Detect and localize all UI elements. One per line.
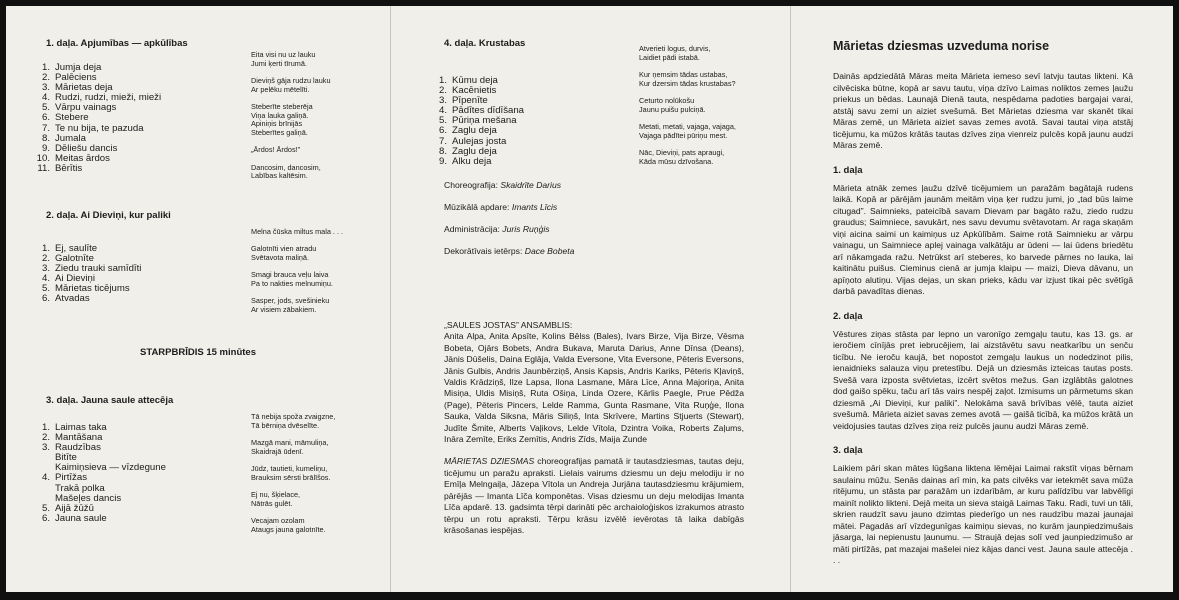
verse-line: Laidiet pādi istabā. <box>639 52 700 62</box>
program-sheet <box>6 6 1173 592</box>
verse-line: Nātrās gulēt. <box>251 498 293 508</box>
list-item: 5. Aijā žūžū <box>41 502 94 514</box>
list-item: 5. Pūriņa mešana <box>438 115 517 127</box>
list-item: 1. Jumja deja <box>41 62 102 73</box>
credit-line: Administrācija: Juris Ruņģis <box>444 224 550 234</box>
verse-line: Jumi ķerti tīrumā. <box>251 58 307 68</box>
list-item: 3. Mārietas deja <box>41 82 113 94</box>
verse-line: Dancosim, dancosim, <box>251 162 321 172</box>
section-heading: 1. daļa. Apjumības — apkūlības <box>46 38 188 49</box>
verse-column <box>251 413 335 534</box>
section-heading: 2. daļa. Ai Dieviņi, kur paliki <box>46 210 171 221</box>
list-item: 8. Jumala <box>41 132 86 144</box>
list-item: 1. Ej, saulīte <box>41 243 98 254</box>
list-item: 4. Pirtīžas <box>41 472 87 484</box>
verse-line: Skaidrajā ūdenī. <box>251 446 304 456</box>
verse-line: Ej nu, šķielace, <box>251 490 301 499</box>
list-item: 1. Kūmu deja <box>438 75 498 86</box>
program-panel-right <box>791 6 1173 592</box>
credit-line: Choreografija: Skaidrīte Darius <box>444 180 562 190</box>
verse-line: Steberīte steberēja <box>251 102 313 111</box>
verse-line: „Ārdos! Ārdos!” <box>251 145 301 155</box>
verse-line: Kur dzersim tādas krustabas? <box>639 78 736 88</box>
list-item: 4. Rudzi, rudzi, mieži, mieži <box>41 92 162 104</box>
list-item: 2. Palēciens <box>41 72 97 84</box>
story-column <box>833 71 1133 567</box>
list-item: 5. Vārpu vainags <box>41 102 117 114</box>
verse-line: Atverieti logus, durvis, <box>639 44 711 53</box>
dance-list <box>36 244 141 305</box>
section-heading: 3. daļa <box>833 445 863 456</box>
program-panel-middle <box>391 6 790 592</box>
list-item: Bitīte <box>55 452 77 464</box>
verse-line: Apiniņis brīnijās <box>251 119 303 129</box>
verse-line: Sasper, jods, svešinieku <box>251 296 330 306</box>
verse-line: Vajaga pādītei pūriņu mest. <box>639 130 728 140</box>
verse-line: Melna čūska miltus mala . . . <box>251 227 344 236</box>
list-item: 6. Zaglu deja <box>438 125 497 137</box>
list-item: 10. Meitas ārdos <box>36 152 110 164</box>
verse-line: Jaunu puišu pulciņā. <box>639 104 706 114</box>
ensemble-members: Anita Alpa, Anita Apsīte, Kolins Bēlss (Bales), Ivars Birze, Vija Birze, Vēsma Bobeta, Ojārs Bobets, Andra Bukava, Maruta Darius, Anne Dīnsa (Deans), Jānis Dūšelis, Daina Eglāja, Valda Eversone, Vita Eversone, Pēteris Eversons, Jānis Gulbis, Andris Jaunbērziņš, Ansis Kapsis, Andris Kariks, Pēteris Kļaviņš, Valdis Krādziņš, Ilze Lapsa, Ilona Lasmane, Māra Līce, Anna Majoriņa, Anita Misiņa, Uldis Misiņš, Ruta Ošiņa, Linda Ozere, Kārlis Paegle, Prue Pēdža (Page), Pēteris Pincers, Lelde Ramma, Gunta Rasmane, Vita Ruņģe, Ilona Sauka, Valda Siksna, Māris Siliņš, Inta Skrīvere, Martins Stjuerts (Stewart), Judīte Šmite, Alberts Vaļikovs, Lelde Vītola, Dzintra Voika, Roberts Zaļums, Ināra Zemīte, Eriks Zemītis, Andris Zīds, Maija Zunde <box>444 331 744 445</box>
verse-line: Pa to nakties melnumiņu. <box>251 279 333 288</box>
verse-line: Eita visi nu uz lauku <box>251 50 316 59</box>
list-item: 11. Bērītis <box>37 162 83 174</box>
list-item: Kaimiņsieva — vīzdegune <box>55 462 166 474</box>
verse-line: Steberītes galiņā. <box>251 128 308 138</box>
verse-line: Ceturto nolūkošu <box>639 96 695 105</box>
list-item: 4. Pādītes dīdīšana <box>438 105 525 117</box>
list-item: Trakā polka <box>55 482 105 494</box>
list-item: 9. Dēliešu dancis <box>41 142 118 154</box>
page-title: Mārietas dziesmas uzveduma norise <box>833 39 1050 53</box>
intro-paragraph: Dainās apdziedātā Māras meita Mārieta iemeso sevī latvju tautas likteni. Kā cilvēciska būtne, kopā ar savu tautu, viņa dzīvo Laimas noliktos zemes ļaužu priekus un bēdas. Launajā Dienā tauta, nespēdama padoties bargajai varai, atstāj savu zemi un aiziet svešumā. Bet Mārietas dziesma var skanēt tikai Māras zemē, un Mārieta aiziet savas zemes avotā. Savai tautai viņa atstāj ticējumu, ka mūžos krātās tautas dzīves ziņa vienreiz pulcēs kopā jaunu audzi Māras zemē. <box>833 71 1133 150</box>
list-item: 7. Aulejas josta <box>438 135 507 147</box>
intermission-label: STARPBRĪDIS 15 minūtes <box>140 347 256 358</box>
verse-line: Metati, metati, vajaga, vajaga, <box>639 122 736 131</box>
verse-line: Kāda mūsu dzīvošana. <box>639 156 714 166</box>
verse-line: Galotnīti vien atradu <box>251 244 317 254</box>
verse-column <box>639 45 736 166</box>
list-item: 4. Ai Dieviņi <box>41 273 95 285</box>
list-item: 7. Te nu bija, te pazuda <box>41 122 144 134</box>
list-item: 3. Ziedu trauki samīdīti <box>41 263 142 275</box>
list-item: 3. Pīpenīte <box>438 95 488 107</box>
list-item: 2. Kacēnietis <box>438 85 497 97</box>
verse-line: Tā nebija spoža zvaigzne, <box>251 412 336 421</box>
section-heading: 1. daļa <box>833 164 863 176</box>
credit-line: Mūzikālā apdare: Imants Līcis <box>444 202 558 212</box>
list-item: 8. Zaglu deja <box>438 145 497 157</box>
verse-line: Brauksim sērsti brālīšos. <box>251 472 331 482</box>
ensemble-note: MĀRIETAS DZIESMAS choreografijas pamatā ir tautasdziesmas, tautas deju, ticējumu un paražu apraksti. Lielais vairums dziesmu un deju melodiju ir no Emīļa Melngaiļa, Jāzepa Vītola un Andreja Jurjāna tautasdziesmu krājumiem, pārējās — Imanta Līča komponētas. Visas dziesmu un deju melodijas Imanta Līča apdarē. 13. gadsimta tērpi darināti pēc archaioloģiskos izrakumos atrasto tērpu un rotu apraksti. Tērpu krāsu izvēlē ievērotas tā laika dabīgās krāsošanas iespējas. <box>444 456 745 535</box>
list-item: 9. Alku deja <box>438 155 492 167</box>
verse-line: Ar pelēku mētelīti. <box>251 84 310 94</box>
verse-line: Kur ņemsim tādas ustabas, <box>639 70 728 79</box>
dance-list <box>36 63 161 174</box>
list-item: 2. Galotnīte <box>41 253 94 265</box>
program-panel-left <box>6 6 390 592</box>
ensemble-title: „SAULES JOSTAS” ANSAMBLIS: <box>444 320 573 330</box>
list-item: 2. Mantāšana <box>41 432 103 444</box>
dance-list <box>36 423 166 524</box>
verse-line: Smagi brauca veļu laiva <box>251 270 329 280</box>
section-heading: 2. daļa <box>833 310 863 322</box>
verse-line: Ataugs jauna galotnīte. <box>251 524 326 534</box>
verse-line: Vecajam ozolam <box>251 516 305 525</box>
dance-list <box>433 76 524 167</box>
verse-line: Viņa lauka galiņā. <box>251 110 309 120</box>
verse-line: Tā bērniņa dvēselīte. <box>251 420 320 430</box>
section-paragraph: Laikiem pāri skan mātes lūgšana liktenа lēmējai Laimai rakstīt viņas bērnam saulainu mūžu. Senās dainas arī min, ka pats cilvēks var ietekmēt sava mūža ritējumu, un stāsta par paražām un izdarībām, ar kuru palīdzību var labvēlīgi mainīt nolikto likteni. Dejā meita un sieva staigā Laimas Taku. Radi, tuvi un tāli, skrien raudzīt savu jauno dzimtas piederīgo un nes raudzību mazai jaunajai mātei. Pagadās arī vīzdegunīgas kaimiņu sievas, no kurām jaunpiedzimušais jāsarga, lai nepienustu ļaunumu. — Straujā dejas solī ved jaunpiedzimušo ar māti pirtīžās, pat mazajai mašelei niez kājas danci vest. Jauna saule attecēja . . . <box>833 463 1133 565</box>
credit-line: Dekorātīvais ietērps: Dace Bobeta <box>444 246 575 256</box>
list-item: 6. Stebere <box>41 112 89 124</box>
section-paragraph: Vēstures ziņas stāsta par lepno un varonīgo zemgaļu tautu, kas 13. gs. ar ieročiem cīnījās pret iebrucējiem, lai aizstāvētu savu neatkarību un senču ticību. Ne ieroču kaujā, bet nopostot zemgaļu laukus un nodedzinot pilis, ienaidnieks salauza viņu pretestību. Dejā un dziesmās izteicas tautas posts. Svešā vara izposta svētvietas, izcērt svētos mežus. Gan izglābtās galotnes dod gaišo spēku, taču arī tās vairs nespēj zaļot. Izmisums un pārmetums skan dziesmā „Ai Dieviņi, kur paliki”. Nelokāma savā brīvības vēlē, tauta aiziet svešumā. Mārieta aiziet savas zemes avotā — gaišā ticībā, ka mūžos krātā un veidojusies tautas dzīves ziņa reiz pulcēs jaunu audzi Māras zemē. <box>833 328 1133 431</box>
verse-column <box>251 228 343 315</box>
verse-line: Mazgā mani, māmuliņa, <box>251 438 329 447</box>
section-paragraph: Mārieta atnāk zemes ļaužu dzīvē ticējumiem un paražām bagātajā rudens laikā. Kopā ar pārējām jaunām meitām viņa ķer rudzu jumi, jo „tad būs laime citugad”. Saimnieks, pateicībā savam Dievam par bagāto ražu, ziedo rudzu graudus; Saimniece, savukārt, nes savu devumu svētavotam. Ar raga skaņām viņi aicina saimi un kaimiņus uz Apkūlībām. Saime rotā Saimnieku ar vārpu vainagu, un Saimniece aplej vainaga valkātāju ar ūdeni — lai ūdens briedētu arī nākamgada ražu. Netrūkst arī steberes, ko barvede pārnes no lauka, lai kaitinātu puišus. Cieminus cienā ar jumja klaipu — maizi, Dieva dāvanu, un apīņoto alutiņu. Vijas dejas, un skan prieks, kādu var izjust tikai pēc svētīgā darbā pavadītas dienas. <box>833 182 1133 296</box>
verse-column <box>251 51 331 181</box>
list-item: 3. Raudzības <box>41 442 101 454</box>
list-item: Mašeļes dancis <box>55 492 122 504</box>
ensemble-block <box>444 320 744 536</box>
verse-line: Labības kaltēsim. <box>251 171 308 181</box>
verse-line: Dieviņš gāja rudzu lauku <box>251 76 331 85</box>
list-item: 6. Jauna saule <box>41 512 107 524</box>
verse-line: Svētavota maliņā. <box>251 253 310 262</box>
list-item: 6. Atvadas <box>41 293 90 305</box>
list-item: 1. Laimas taka <box>41 422 107 433</box>
list-item: 5. Mārietas ticējums <box>41 283 130 295</box>
verse-line: Ar visiem zābakiem. <box>251 305 317 314</box>
verse-line: Jūdz, tautieti, kumeliņu, <box>251 464 328 473</box>
section-heading: 4. daļa. Krustabas <box>444 38 526 49</box>
section-heading: 3. daļa. Jauna saule attecēja <box>46 395 174 406</box>
verse-line: Nāc, Dieviņi, pats apraugi, <box>639 148 725 157</box>
